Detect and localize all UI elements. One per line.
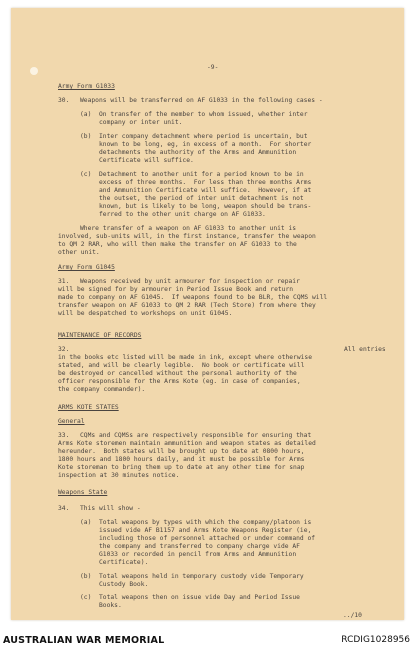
- continuation-marker: ../10: [343, 612, 362, 619]
- para-30-c-line: Detachment to another unit for a period known to be in: [99, 171, 304, 178]
- para-31-line: will be despatched to workshops on unit G1045.: [58, 310, 233, 317]
- para-30-number: 30.: [58, 97, 70, 104]
- heading-army-form-g1033: Army Form G1033: [58, 83, 115, 90]
- para-34-a-line: Certificate).: [99, 559, 149, 566]
- para-32-line: be destroyed or cancelled without the personal authority of the: [58, 370, 297, 377]
- para-31-number: 31.: [58, 278, 70, 285]
- para-30-b-label: (b): [80, 133, 92, 140]
- para-32-lead: All entries: [344, 346, 386, 353]
- para-30-tail-line: to QM 2 RAR, who will then make the transfer on AF G1033 to the: [58, 241, 297, 248]
- para-34-b-line: Custody Book.: [99, 581, 149, 588]
- para-30-b-line: known to be long, eg, in excess of a month. For shorter: [99, 141, 312, 148]
- para-34-a-line: including those of personnel attached or under command of: [99, 535, 316, 542]
- para-32-line: stated, and will be clearly legible. No book or certificate will: [58, 362, 305, 369]
- para-34-a-line: issued vide AF B1157 and Arms Kote Weapons Register (ie,: [99, 527, 312, 534]
- para-30-c-line: ferred to the other unit charge on AF G1033.: [99, 211, 266, 218]
- para-33-line: inspection at 30 minutes notice.: [58, 472, 180, 479]
- para-30-b-line: Certificate will suffice.: [99, 157, 194, 164]
- para-30-a-line: On transfer of the member to whom issued, whether inter: [99, 111, 308, 118]
- heading-arms-kote-states: ARMS KOTE STATES: [58, 404, 119, 411]
- para-31-line: Weapons received by unit armourer for inspection or repair: [80, 278, 300, 285]
- para-30-c-line: excess of three months. For less than three months Arms: [99, 179, 312, 186]
- para-34-a-label: (a): [80, 519, 92, 526]
- para-32-line: the company commander).: [58, 386, 146, 393]
- para-31-line: made to company on AF G1045. If weapons found to be BLR, the CQMS will: [58, 294, 328, 301]
- para-34-b-line: Total weapons held in temporary custody vide Temporary: [99, 573, 304, 580]
- para-33-line: CQMs and CQMSs are respectively responsible for ensuring that: [80, 432, 312, 439]
- archive-footer: [0, 622, 414, 654]
- para-30-c-line: and Ammunition Certificate will suffice. However, if at: [99, 187, 312, 194]
- para-30-b-line: Inter company detachment where period is uncertain, but: [99, 133, 308, 140]
- para-30-tail-line: other unit.: [58, 249, 100, 256]
- para-30-c-line: known, but is likely to be long, weapon should be trans-: [99, 203, 312, 210]
- para-31-line: transfer weapon on AF G1033 to QM 2 RAR (Tech Store) from where they: [58, 302, 316, 309]
- para-34-a-line: the company and transferred to company charge vide AF: [99, 543, 300, 550]
- para-30-a-line: company or inter unit.: [99, 119, 183, 126]
- record-reference: RCDIG1028956: [341, 635, 410, 645]
- para-33-line: hereunder. Both states will be brought up to date at 0800 hours,: [58, 448, 305, 455]
- para-32-line: officer responsible for the Arms Kote (eg. in case of companies,: [58, 378, 301, 385]
- para-32-number: 32.: [58, 346, 70, 353]
- para-32-line: in the books etc listed will be made in ink, except where otherwise: [58, 354, 313, 361]
- para-30-intro: Weapons will be transferred on AF G1033 in the following cases -: [80, 97, 323, 104]
- para-34-intro: This will show -: [80, 505, 141, 512]
- para-34-b-label: (b): [80, 573, 92, 580]
- para-30-b-line: detachments the authority of the Arms and Ammunition: [99, 149, 297, 156]
- para-33-line: Kote storeman to bring them up to date at any other time for snap: [58, 464, 305, 471]
- institution-name: AUSTRALIAN WAR MEMORIAL: [3, 635, 165, 646]
- para-34-c-label: (c): [80, 594, 92, 601]
- para-30-c-line: the outset, the period of inter unit detachment is not: [99, 195, 304, 202]
- para-34-c-line: Books.: [99, 602, 122, 609]
- para-34-a-line: Total weapons by types with which the company/platoon is: [99, 519, 312, 526]
- para-33-line: 1800 hours and 1800 hours daily, and it must be possible for Arms: [58, 456, 305, 463]
- para-34-a-line: G1033 or recorded in pencil from Arms and Ammunition: [99, 551, 297, 558]
- heading-general: General: [58, 418, 85, 425]
- para-30-tail-line: involved, sub-units will, in the first instance, transfer the weapon: [58, 233, 316, 240]
- para-30-a-label: (a): [80, 111, 92, 118]
- para-34-c-line: Total weapons then on issue vide Day and Period Issue: [99, 594, 300, 601]
- para-34-number: 34.: [58, 505, 70, 512]
- document-page: [11, 8, 404, 620]
- para-33-number: 33.: [58, 432, 70, 439]
- heading-weapons-state: Weapons State: [58, 489, 108, 496]
- punch-hole: [30, 67, 38, 75]
- heading-army-form-g1045: Army Form G1045: [58, 264, 115, 271]
- para-30-c-label: (c): [80, 171, 92, 178]
- para-31-line: will be signed for by armourer in Period Issue Book and return: [58, 286, 294, 293]
- para-30-tail-line: Where transfer of a weapon on AF G1033 to another unit is: [80, 225, 297, 232]
- page-number: -9-: [207, 64, 219, 71]
- heading-maintenance-of-records: MAINTENANCE OF RECORDS: [58, 332, 142, 339]
- para-33-line: Arms Kote storemen maintain ammunition and weapon states as detailed: [58, 440, 316, 447]
